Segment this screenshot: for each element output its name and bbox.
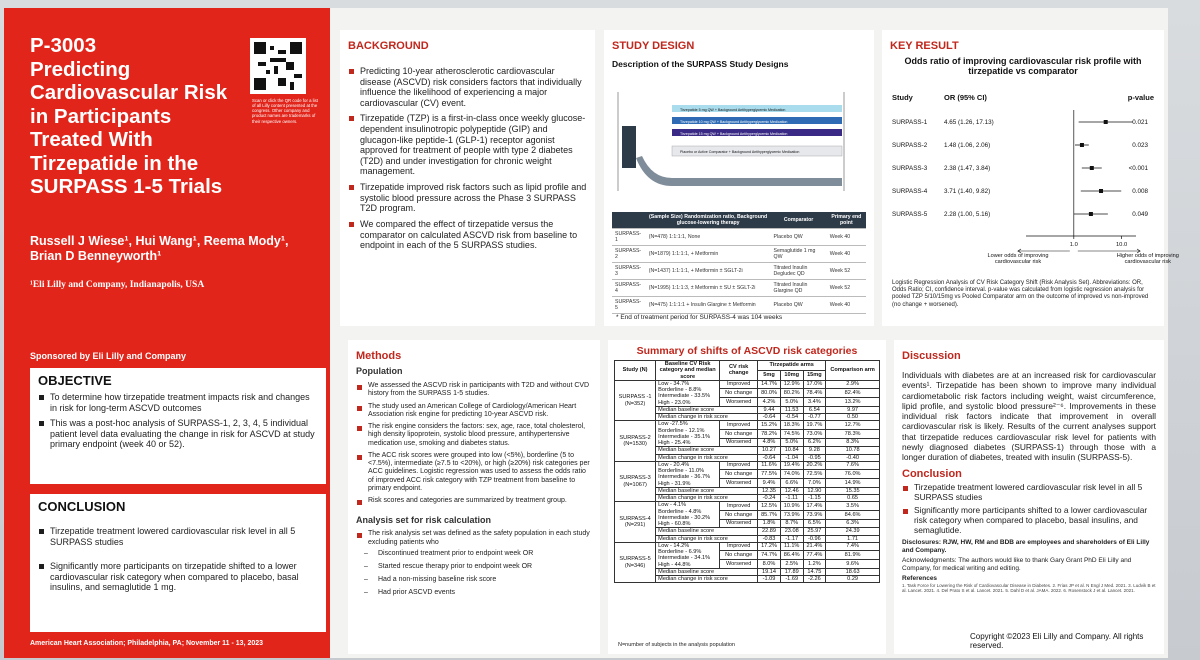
sd-col: Primary end point [827, 212, 866, 229]
baseline-category-cell: Low -27.5% Borderline - 12.1% Intermediate - 35.1% High - 25.4% [656, 421, 720, 447]
background-item: Predicting 10-year atherosclerotic cardiovascular disease (ASCVD) risk considers factors that individually influence the likelihood of experiencing a major cardiovascular (CV) event. [348, 66, 587, 108]
value-cell: 19.7% [803, 421, 826, 430]
median-label: Median baseline score [656, 447, 758, 454]
value-cell: -2.26 [803, 576, 826, 583]
value-cell: 9.97 [826, 406, 880, 413]
value-cell: 8.7% [780, 519, 803, 528]
median-label: Median change in risk score [656, 454, 758, 461]
methods-item: The ACC risk scores were grouped into low (<5%), borderline (5 to <7.5%), intermediate (≥7.5 to <20%), or high (≥20%) risk categories per ACC guidelines. Logistic regression was used to assess the odds ratio of improved ACC risk category with TZP treatment from baseline to primary endpoint. [356, 452, 592, 493]
population-heading: Population [356, 366, 403, 376]
conference-footer: American Heart Association; Philadelphia, PA; November 11 - 13, 2023 [30, 640, 264, 647]
exclusion-item: – Had a non-missing baseline risk score [356, 576, 592, 583]
value-cell: 2.9% [826, 380, 880, 389]
p-value-label: 0.008 [1132, 188, 1148, 195]
study-design-footnote: * End of treatment period for SURPASS-4 was 104 weeks [616, 314, 783, 321]
exclusion-list [356, 550, 592, 596]
value-cell: -1.11 [780, 495, 803, 502]
value-cell: 4.8% [758, 438, 781, 447]
background-item: Tirzepatide (TZP) is a first-in-class once weekly glucose-dependent insulinotropic polypeptide (GIP) and glucagon-like peptide-1 (GLP-1) receptor agonist approved for treatment of people with type 2 diabetes (T2D) and under investigation for chronic weight management. [348, 113, 587, 177]
value-cell: -0.24 [758, 495, 781, 502]
col-study-header: Study [892, 93, 913, 102]
value-cell: 11.53 [780, 406, 803, 413]
objective-box [30, 368, 326, 484]
value-cell: -0.96 [803, 535, 826, 542]
background-list [348, 66, 587, 251]
median-label: Median baseline score [656, 528, 758, 535]
arm-label: Placebo or Active Comparator + Background Antihyperglycemic Medication [680, 150, 800, 154]
value-cell: 15.35 [826, 487, 880, 494]
key-result-heading: KEY RESULT [890, 40, 959, 52]
table-row [615, 380, 880, 389]
value-cell: 78.3% [826, 429, 880, 438]
col-or-header: OR (95% CI) [944, 93, 987, 102]
value-cell: 74.5% [780, 429, 803, 438]
value-cell: 6.54 [803, 406, 826, 413]
value-cell: 12.5% [758, 502, 781, 511]
median-label: Median baseline score [656, 406, 758, 413]
study-cell: SURPASS-4 (N=291) [615, 502, 656, 543]
value-cell: 20.2% [803, 461, 826, 470]
value-cell: 82.4% [826, 389, 880, 398]
value-cell: 12.90 [803, 487, 826, 494]
value-cell: 1.2% [803, 560, 826, 569]
forest-plot [886, 86, 1179, 271]
value-cell: 21.4% [803, 542, 826, 551]
value-cell: 4.2% [758, 398, 781, 407]
value-cell: 81.9% [826, 551, 880, 560]
median-label: Median change in risk score [656, 414, 758, 421]
median-label: Median change in risk score [656, 576, 758, 583]
study-cell: SURPASS-5 (N=346) [615, 542, 656, 583]
value-cell: -0.64 [758, 454, 781, 461]
sponsor: Sponsored by Eli Lilly and Company [30, 351, 187, 361]
value-cell: 73.0% [803, 429, 826, 438]
value-cell: 10.27 [758, 447, 781, 454]
risk-change-cell: Improved [720, 502, 758, 511]
exclusion-item: – Started rescue therapy prior to endpoint week OR [356, 563, 592, 570]
methods-panel [348, 340, 600, 654]
study-design-heading: STUDY DESIGN [612, 40, 695, 52]
risk-change-cell: Worsened [720, 519, 758, 528]
study-cell: SURPASS-2 (N=1530) [615, 421, 656, 462]
study-label: SURPASS-5 [892, 211, 928, 218]
value-cell: 5.0% [780, 438, 803, 447]
col-header: Tirzepatide arms [758, 361, 826, 371]
poster-title-block [30, 34, 330, 199]
risk-change-cell: Worsened [720, 438, 758, 447]
shifts-table [614, 360, 880, 583]
value-cell: 12.46 [780, 487, 803, 494]
baseline-category-cell: Low - 20.4% Borderline - 11.0% Intermediate - 36.7% High - 31.9% [656, 461, 720, 487]
table-row: SURPASS-2 (N=1879) 1:1:1:1, + Metformin Semaglutide 1 mg QW Week 40 [612, 246, 866, 263]
p-value-label: 0.021 [1132, 119, 1148, 126]
value-cell: 18.3% [780, 421, 803, 430]
conclusion-box [30, 494, 326, 632]
qr-note: Scan or click the QR code for a list of all Lilly content presented at the congress. Other company and product names are trademarks of their respective owners. [252, 98, 318, 124]
value-cell: 11.1% [780, 542, 803, 551]
value-cell: -1.17 [780, 535, 803, 542]
methods-heading: Methods [356, 350, 402, 362]
study-cell: SURPASS -1 (N=352) [615, 380, 656, 421]
copyright: Copyright ©2023 Eli Lilly and Company. All rights reserved. [970, 632, 1144, 650]
value-cell: 17.4% [803, 502, 826, 511]
value-cell: 14.7% [758, 380, 781, 389]
value-cell: 8.3% [826, 438, 880, 447]
or-label: 3.71 (1.40, 9.82) [944, 188, 991, 195]
value-cell: -1.09 [758, 576, 781, 583]
value-cell: 6.6% [780, 479, 803, 488]
value-cell: 25.97 [803, 528, 826, 535]
value-cell: 24.39 [826, 528, 880, 535]
value-cell: 6.2% [803, 438, 826, 447]
study-design-subtitle: Description of the SURPASS Study Designs [612, 59, 789, 69]
risk-change-cell: No change [720, 429, 758, 438]
risk-change-cell: Improved [720, 461, 758, 470]
col-header: 5mg [758, 370, 781, 380]
methods-item: We assessed the ASCVD risk in participants with T2D and without CVD history from the SURPASS 1-5 studies. [356, 382, 592, 399]
objective-heading: OBJECTIVE [38, 373, 112, 388]
value-cell: 84.6% [826, 510, 880, 519]
median-label: Median change in risk score [656, 495, 758, 502]
discussion-conclusion-heading: Conclusion [902, 468, 962, 481]
risk-change-cell: Worsened [720, 479, 758, 488]
value-cell: 72.5% [803, 470, 826, 479]
poster [4, 8, 1179, 658]
value-cell: 80.2% [780, 389, 803, 398]
baseline-category-cell: Low - 34.7% Borderline - 8.8% Intermediate - 33.5% High - 23.0% [656, 380, 720, 406]
references-heading: References [902, 574, 938, 582]
value-cell: 8.0% [758, 560, 781, 569]
value-cell: 78.2% [758, 429, 781, 438]
value-cell: -0.83 [758, 535, 781, 542]
value-cell: 9.44 [758, 406, 781, 413]
study-label: SURPASS-1 [892, 119, 928, 126]
references: 1. Task Force for Lowering the Risk of Cardiovascular Disease in Diabetes. 2. Frias JP et al. N Engl J Med. 2021. 3. Ludvik B et al. Lancet. 2021. 4. Del Prato S et al. Lancet. 2021. 5. Dahl D et al. JAMA. 2022. 6. Rosenstock J et al. Lancet. 2021. [902, 582, 1156, 594]
value-cell: 10.78 [826, 447, 880, 454]
exclusion-item: – Had prior ASCVD events [356, 589, 592, 596]
table-row [615, 542, 880, 551]
higher-odds-label: Higher odds of improving cardiovascular risk [1116, 253, 1179, 266]
discussion-conclusion-item: Significantly more participants shifted to a lower cardiovascular risk category when compared to placebo, basal insulins, and semaglutide. [902, 506, 1156, 536]
key-result-panel [882, 30, 1179, 326]
value-cell: 74.0% [780, 470, 803, 479]
value-cell: 6.3% [826, 519, 880, 528]
key-result-subtitle: Odds ratio of improving cardiovascular risk profile with tirzepatide vs comparator [904, 56, 1142, 76]
or-label: 1.48 (1.06, 2.06) [944, 142, 991, 149]
disclosures: Disclosures: RJW, HW, RM and BDB are employees and shareholders of Eli Lilly and Company. [902, 538, 1150, 554]
value-cell: 78.4% [803, 389, 826, 398]
table-row: SURPASS-1 (N=478) 1:1:1:1, None Placebo QW Week 40 [612, 229, 866, 246]
value-cell: -1.69 [780, 576, 803, 583]
or-point [1080, 143, 1084, 147]
table-row: SURPASS-4 (N=1995) 1:1:1:3, ± Metformin ± SU ± SGLT-2i Titrated Insulin Glargine QD Week 52 [612, 280, 866, 297]
value-cell: 7.6% [826, 461, 880, 470]
risk-change-cell: Improved [720, 421, 758, 430]
risk-change-cell: No change [720, 470, 758, 479]
study-cell: SURPASS-3 (N=1067) [615, 461, 656, 502]
risk-change-cell: Improved [720, 380, 758, 389]
value-cell: 9.6% [826, 560, 880, 569]
discussion-conclusion-item: Tirzepatide treatment lowered cardiovascular risk level in all 5 SURPASS studies [902, 483, 1156, 503]
risk-change-cell: Worsened [720, 560, 758, 569]
study-label: SURPASS-4 [892, 188, 928, 195]
p-value-label: 0.023 [1132, 142, 1148, 149]
risk-change-cell: No change [720, 551, 758, 560]
or-label: 4.65 (1.26, 17.13) [944, 119, 994, 126]
key-result-caption: Logistic Regression Analysis of CV Risk Category Shift (Risk Analysis Set). Abbreviations: OR, Odds Ratio; CI, confidence interval. p-value was calculated from logistic regression analysis for pooled TZP 5/10/15mg vs Pooled Comparator arm on the outcome of improved vs non-improved (no change + worsened). [892, 280, 1149, 308]
value-cell: 3.4% [803, 398, 826, 407]
col-header: Comparison arm [826, 361, 880, 381]
acknowledgments: Acknowledgments: The authors would like to thank Gary Grant PhD Eli Lilly and Company, for medical writing and editing. [902, 557, 1132, 573]
background-item: Tirzepatide improved risk factors such as lipid profile and systolic blood pressure across the Phase 3 SURPASS T2D program. [348, 182, 587, 214]
value-cell: 17.0% [803, 380, 826, 389]
objective-item: This was a post-hoc analysis of SURPASS-1, 2, 3, 4, 5 individual patient level data evaluating the change in risk for ASCVD at study primary endpoint (week 40 or 52). [38, 418, 318, 450]
discussion-panel [894, 340, 1164, 654]
poster-title: Predicting Cardiovascular Risk in Participants Treated With Tirzepatide in the SURPASS 1-5 Trials [30, 57, 228, 199]
conclusion-list [38, 526, 318, 593]
value-cell: 10.84 [780, 447, 803, 454]
sd-col: Comparator [771, 212, 827, 229]
value-cell: 13.2% [826, 398, 880, 407]
conclusion-item: Tirzepatide treatment lowered cardiovascular risk level in all 5 SURPASS studies [38, 526, 318, 547]
value-cell: 19.4% [780, 461, 803, 470]
title-column [4, 8, 330, 658]
arm-label: Tirzepatide 10 mg QW + Background Antihyperglycemic Medication [680, 120, 788, 124]
value-cell: 85.7% [758, 510, 781, 519]
value-cell: -1.04 [780, 454, 803, 461]
value-cell: 17.2% [758, 542, 781, 551]
value-cell: 11.6% [758, 461, 781, 470]
value-cell: 0.29 [826, 576, 880, 583]
discussion-heading: Discussion [902, 350, 961, 362]
poster-id: P-3003 [30, 34, 97, 57]
discussion-text: Individuals with diabetes are at an increased risk for cardiovascular events¹. Tirzepatide has been shown to improve many individual cardiometabolic risk factors including weight, waist circumference, lipid profile, and systolic blood pressure²⁻⁶. Improvements in these individual risk factors indicate that improvement in overall cardiovascular risk is likely. Results of the current analyses support that tirzepatide reduces cardiovascular risk level for patients with newly diagnosed diabetes (SURPASS-1) through those with a longer duration of diabetes, treated with insulin (SURPASS-5). [902, 370, 1156, 462]
conclusion-heading: CONCLUSION [38, 499, 126, 514]
study-design-panel [604, 30, 874, 326]
value-cell: 7.0% [803, 479, 826, 488]
sd-col: (Sample Size) Randomization ratio, Background glucose-lowering therapy [646, 212, 771, 229]
value-cell: 15.2% [758, 421, 781, 430]
value-cell: 73.9% [803, 510, 826, 519]
or-label: 2.28 (1.00, 5.16) [944, 211, 991, 218]
or-label: 2.38 (1.47, 3.84) [944, 165, 991, 172]
value-cell: 18.63 [826, 568, 880, 575]
risk-change-cell: Improved [720, 542, 758, 551]
value-cell: 77.5% [758, 470, 781, 479]
table-row [615, 502, 880, 511]
value-cell: 17.89 [780, 568, 803, 575]
value-cell: 9.28 [803, 447, 826, 454]
median-label: Median baseline score [656, 487, 758, 494]
p-value-label: 0.049 [1132, 211, 1148, 218]
background-item: We compared the effect of tirzepatide versus the comparator on calculated ASCVD risk from baseline to endpoint in each of the 5 SURPASS studies. [348, 219, 587, 251]
or-point [1099, 189, 1103, 193]
arm-label: Tirzepatide 5 mg QW + Background Antihyperglycemic Medication [680, 108, 786, 112]
value-cell: -0.95 [803, 454, 826, 461]
methods-list [356, 382, 592, 505]
col-p-header: p-value [1127, 93, 1154, 102]
table-row: SURPASS-3 (N=1437) 1:1:1:1, + Metformin ± SGLT-2i Titrated Insulin Degludec QD Week 52 [612, 263, 866, 280]
value-cell: 1.71 [826, 535, 880, 542]
value-cell: 80.0% [758, 389, 781, 398]
affiliation: ¹Eli Lilly and Company, Indianapolis, USA [30, 280, 205, 290]
exclusion-item: – Discontinued treatment prior to endpoint week OR [356, 550, 592, 557]
p-value-label: <0.001 [1128, 165, 1148, 172]
objective-item: To determine how tirzepatide treatment impacts risk and changes in risk for long-term ASCVD outcomes [38, 392, 318, 413]
value-cell: 6.5% [803, 519, 826, 528]
table-row [615, 461, 880, 470]
col-header: Baseline CV Risk category and median score [656, 361, 720, 381]
value-cell: 23.08 [780, 528, 803, 535]
objective-list [38, 392, 318, 450]
baseline-category-cell: Low - 14.2% Borderline - 6.9% Intermediate - 34.1% High - 44.8% [656, 542, 720, 568]
analysis-list [356, 530, 592, 547]
summary-panel [608, 340, 886, 654]
study-design-diagram [612, 86, 866, 206]
value-cell: 76.0% [826, 470, 880, 479]
value-cell: 0.65 [826, 495, 880, 502]
value-cell: 9.4% [758, 479, 781, 488]
or-point [1090, 166, 1094, 170]
col-header: 15mg [803, 370, 826, 380]
conclusion-item: Significantly more participants on tirzepatide shifted to a lower cardiovascular risk category when compared to placebo, basal insulins, and semaglutide 1 mg. [38, 561, 318, 593]
analysis-heading: Analysis set for risk calculation [356, 515, 492, 526]
value-cell: 10.9% [780, 502, 803, 511]
value-cell: 14.75 [803, 568, 826, 575]
col-header: 10mg [780, 370, 803, 380]
or-point [1089, 212, 1093, 216]
value-cell: 12.9% [780, 380, 803, 389]
value-cell: 0.50 [826, 414, 880, 421]
value-cell: -0.64 [758, 414, 781, 421]
value-cell: 1.8% [758, 519, 781, 528]
value-cell: 86.4% [780, 551, 803, 560]
study-label: SURPASS-2 [892, 142, 928, 149]
value-cell: 22.89 [758, 528, 781, 535]
baseline-category-cell: Low - 4.1% Borderline - 4.8% Intermediate - 30.2% High - 60.8% [656, 502, 720, 528]
value-cell: 3.5% [826, 502, 880, 511]
summary-heading: Summary of shifts of ASCVD risk categories [636, 345, 858, 357]
risk-change-cell: No change [720, 389, 758, 398]
value-cell: 2.5% [780, 560, 803, 569]
study-label: SURPASS-3 [892, 165, 928, 172]
tick-label: 10.0 [1115, 242, 1128, 248]
study-design-table [612, 212, 866, 314]
discussion-conclusion-list [902, 483, 1156, 536]
value-cell: -0.77 [803, 414, 826, 421]
median-label: Median change in risk score [656, 535, 758, 542]
table-row: SURPASS-5 (N=475) 1:1:1:1 + Insulin Glargine ± Metformin Placebo QW Week 40 [612, 297, 866, 314]
value-cell: 7.4% [826, 542, 880, 551]
lower-odds-label: Lower odds of improving cardiovascular risk [987, 253, 1049, 266]
col-header: Study (N) [615, 361, 656, 381]
arm-label: Tirzepatide 15 mg QW + Background Antihyperglycemic Medication [680, 132, 788, 136]
value-cell: 74.7% [758, 551, 781, 560]
value-cell: 12.35 [758, 487, 781, 494]
methods-item: The study used an American College of Cardiology/American Heart Association risk engine for predicting 10-year ASCVD risk. [356, 403, 592, 420]
risk-change-cell: Worsened [720, 398, 758, 407]
value-cell: 73.9% [780, 510, 803, 519]
analysis-item: The risk analysis set was defined as the safety population in each study excluding patients who [356, 530, 592, 547]
table-row [615, 421, 880, 430]
median-label: Median baseline score [656, 568, 758, 575]
tick-label: 1.0 [1069, 242, 1078, 248]
background-panel [340, 30, 595, 326]
value-cell: 14.9% [826, 479, 880, 488]
value-cell: 19.14 [758, 568, 781, 575]
value-cell: 5.0% [780, 398, 803, 407]
background-heading: BACKGROUND [348, 40, 429, 52]
value-cell: -1.15 [803, 495, 826, 502]
methods-item: The risk engine considers the factors: sex, age, race, total cholesterol, high density lipoprotein, systolic blood pressure, antihypertensive medication use, smoking and diabetes status. [356, 423, 592, 448]
authors: Russell J Wiese¹, Hui Wang¹, Reema Mody¹, Brian D Benneyworth¹ [30, 234, 289, 263]
value-cell: -0.40 [826, 454, 880, 461]
risk-change-cell: No change [720, 510, 758, 519]
value-cell: 12.7% [826, 421, 880, 430]
col-header: CV risk change [720, 361, 758, 381]
or-point [1104, 120, 1108, 124]
value-cell: 77.4% [803, 551, 826, 560]
value-cell: -0.54 [780, 414, 803, 421]
summary-footnote: N=number of subjects in the analysis population [618, 642, 735, 648]
methods-item: Risk scores and categories are summarized by treatment group. [356, 497, 592, 505]
